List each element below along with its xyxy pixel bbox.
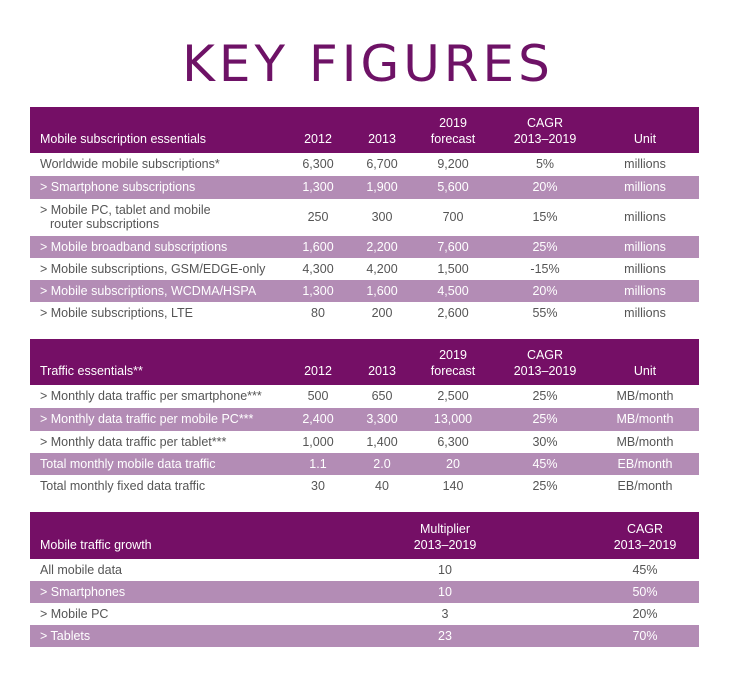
header-unit: Unit [633,132,657,146]
table-row: > Smartphone subscriptions 1,300 1,900 5,600 20% millions [30,176,699,199]
table-row: > Mobile subscriptions, WCDMA/HSPA 1,300 1,600 4,500 20% millions [30,280,699,302]
header-2019: 2019 forecast [430,116,476,146]
table-row: > Mobile subscriptions, GSM/EDGE-only 4,300 4,200 1,500 -15% millions [40,262,666,276]
header-2012: 2012 [304,132,332,146]
growth-table [30,512,699,647]
header-cagr: CAGR 2013–2019 [513,116,577,146]
table-row: > Tablets 23 70% [30,625,699,647]
header-2013: 2013 [368,364,396,378]
header-2013: 2013 [368,132,396,146]
table-row: Total monthly mobile data traffic 1.1 2.0 20 45% EB/month [30,453,699,475]
table-row: Worldwide mobile subscriptions* 6,300 6,700 9,200 5% millions [40,157,666,171]
header-label: Mobile traffic growth [40,538,152,552]
traffic-table [30,339,699,498]
header-unit: Unit [633,364,657,378]
table-row: All mobile data 10 45% [40,563,658,577]
header-label: Mobile subscription essentials [40,132,207,146]
header-multiplier: Multiplier 2013–2019 [413,522,477,552]
table-header [30,107,699,153]
page-title: KEY FIGURES [182,35,554,93]
header-cagr: CAGR 2013–2019 [513,348,577,378]
table-row: > Mobile PC 3 20% [40,607,658,621]
table-header [30,512,699,559]
table-row: > Monthly data traffic per tablet*** 1,000 1,400 6,300 30% MB/month [40,435,674,449]
table-header [30,339,699,385]
subscriptions-table [30,107,699,325]
header-label: Traffic essentials** [40,364,143,378]
header-2019: 2019 forecast [430,348,476,378]
table-row: Total monthly fixed data traffic 30 40 140 25% EB/month [40,479,673,493]
header-2012: 2012 [304,364,332,378]
table-row: > Mobile PC, tablet and mobile router subscriptions 250 300 700 15% millions [40,203,666,231]
table-row: > Smartphones 10 50% [30,581,699,603]
table-row: > Mobile broadband subscriptions 1,600 2,200 7,600 25% millions [30,236,699,258]
header-cagr: CAGR 2013–2019 [613,522,677,552]
table-row: > Monthly data traffic per mobile PC*** 2,400 3,300 13,000 25% MB/month [30,408,699,431]
table-row: > Monthly data traffic per smartphone*** 500 650 2,500 25% MB/month [40,389,674,403]
table-row: > Mobile subscriptions, LTE 80 200 2,600 55% millions [40,306,666,320]
